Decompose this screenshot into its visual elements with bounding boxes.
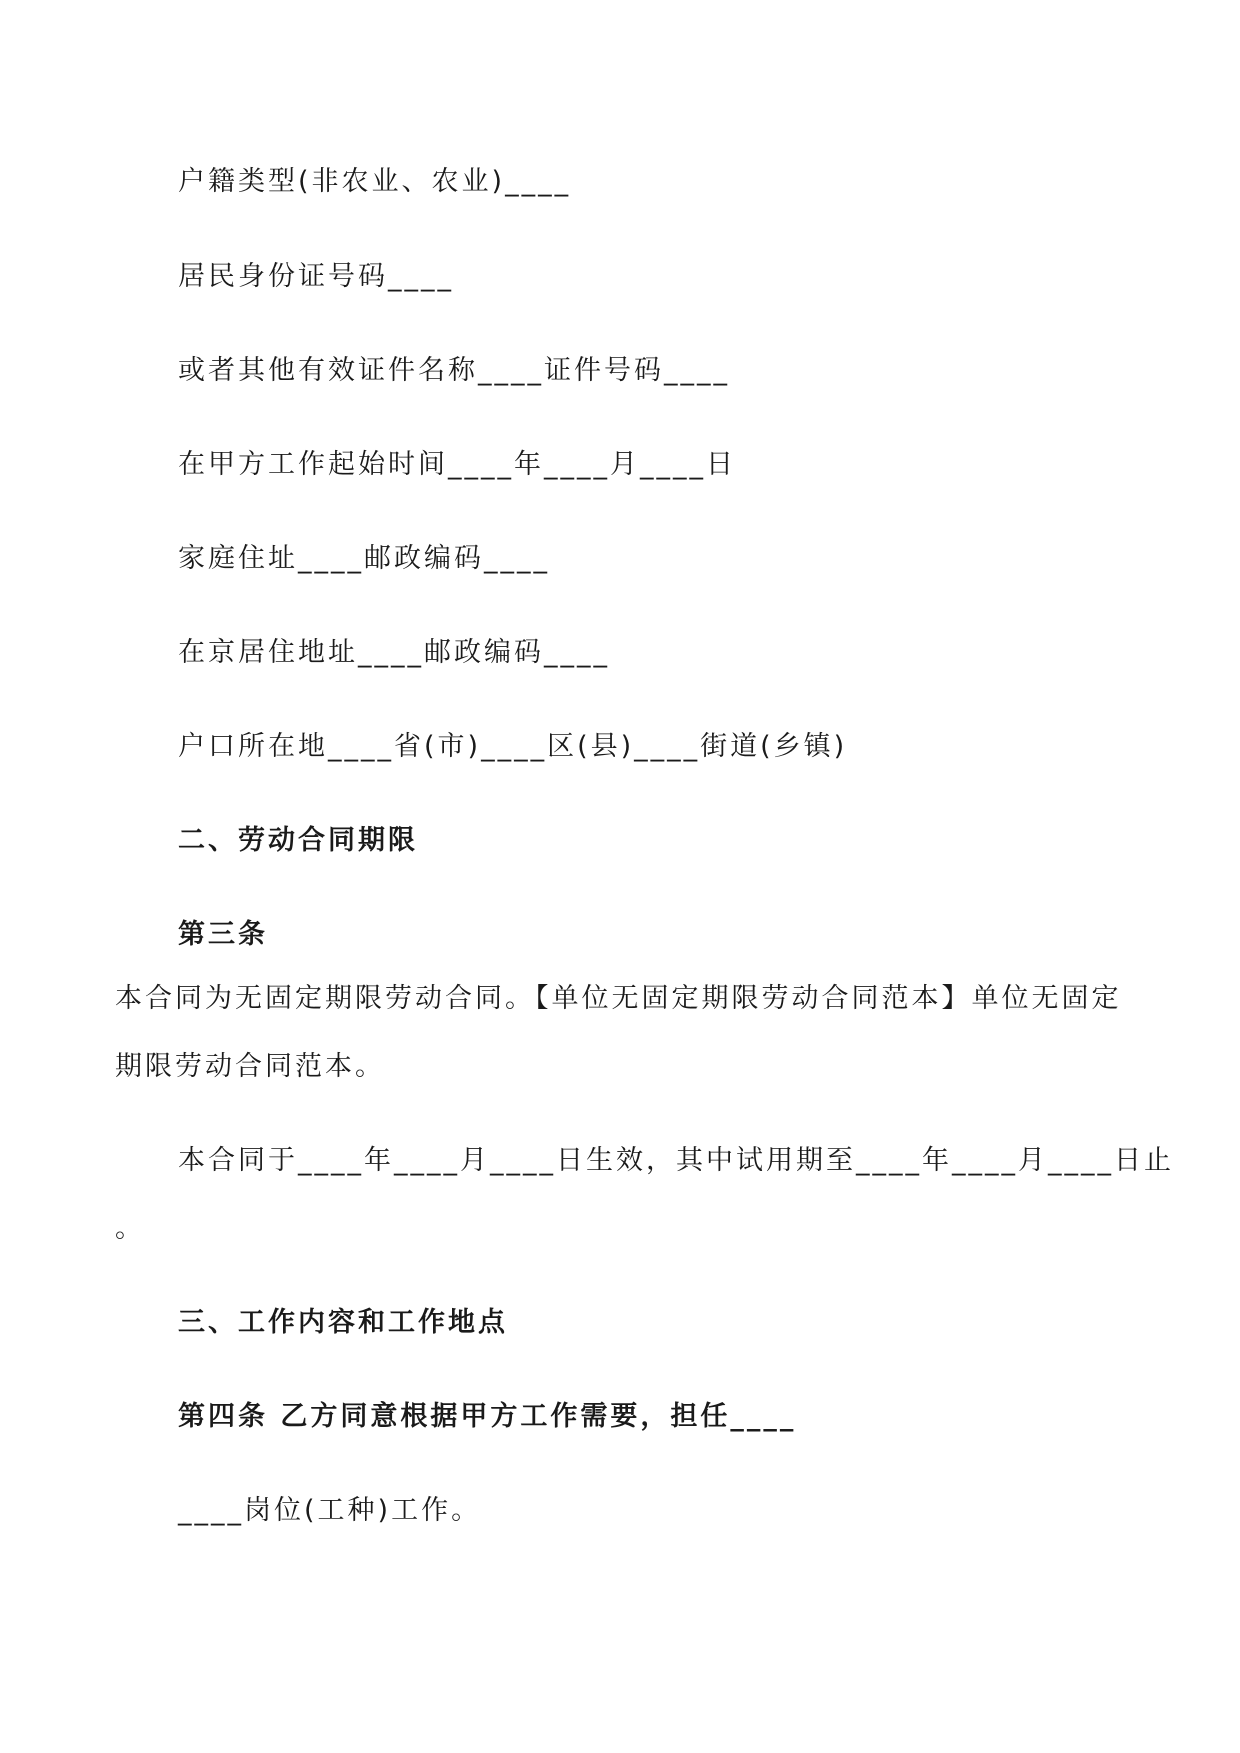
- field-hukou-location: 户口所在地____省(市)____区(县)____街道(乡镇): [178, 731, 848, 762]
- field-id-number: 居民身份证号码____: [178, 261, 454, 292]
- article-heading-3: 第三条: [178, 919, 268, 950]
- section-heading-term: 二、劳动合同期限: [178, 825, 418, 856]
- field-beijing-address: 在京居住地址____邮政编码____: [178, 637, 610, 668]
- field-household-type: 户籍类型(非农业、农业)____: [178, 166, 572, 197]
- field-start-date: 在甲方工作起始时间____年____月____日: [178, 449, 736, 480]
- field-other-id: 或者其他有效证件名称____证件号码____: [178, 355, 730, 386]
- paragraph-line: 本合同于____年____月____日生效，其中试用期至____年____月____日止: [178, 1145, 1174, 1176]
- paragraph-line: 本合同为无固定期限劳动合同。【单位无固定期限劳动合同范本】单位无固定: [115, 983, 1122, 1014]
- section-heading-work: 三、工作内容和工作地点: [178, 1307, 508, 1338]
- paragraph-line: ____岗位(工种)工作。: [178, 1495, 482, 1526]
- field-home-address: 家庭住址____邮政编码____: [178, 543, 550, 574]
- article-heading-4: 第四条 乙方同意根据甲方工作需要，担任____: [178, 1401, 797, 1432]
- paragraph-line: 期限劳动合同范本。: [115, 1051, 385, 1082]
- paragraph-line: 。: [115, 1213, 145, 1244]
